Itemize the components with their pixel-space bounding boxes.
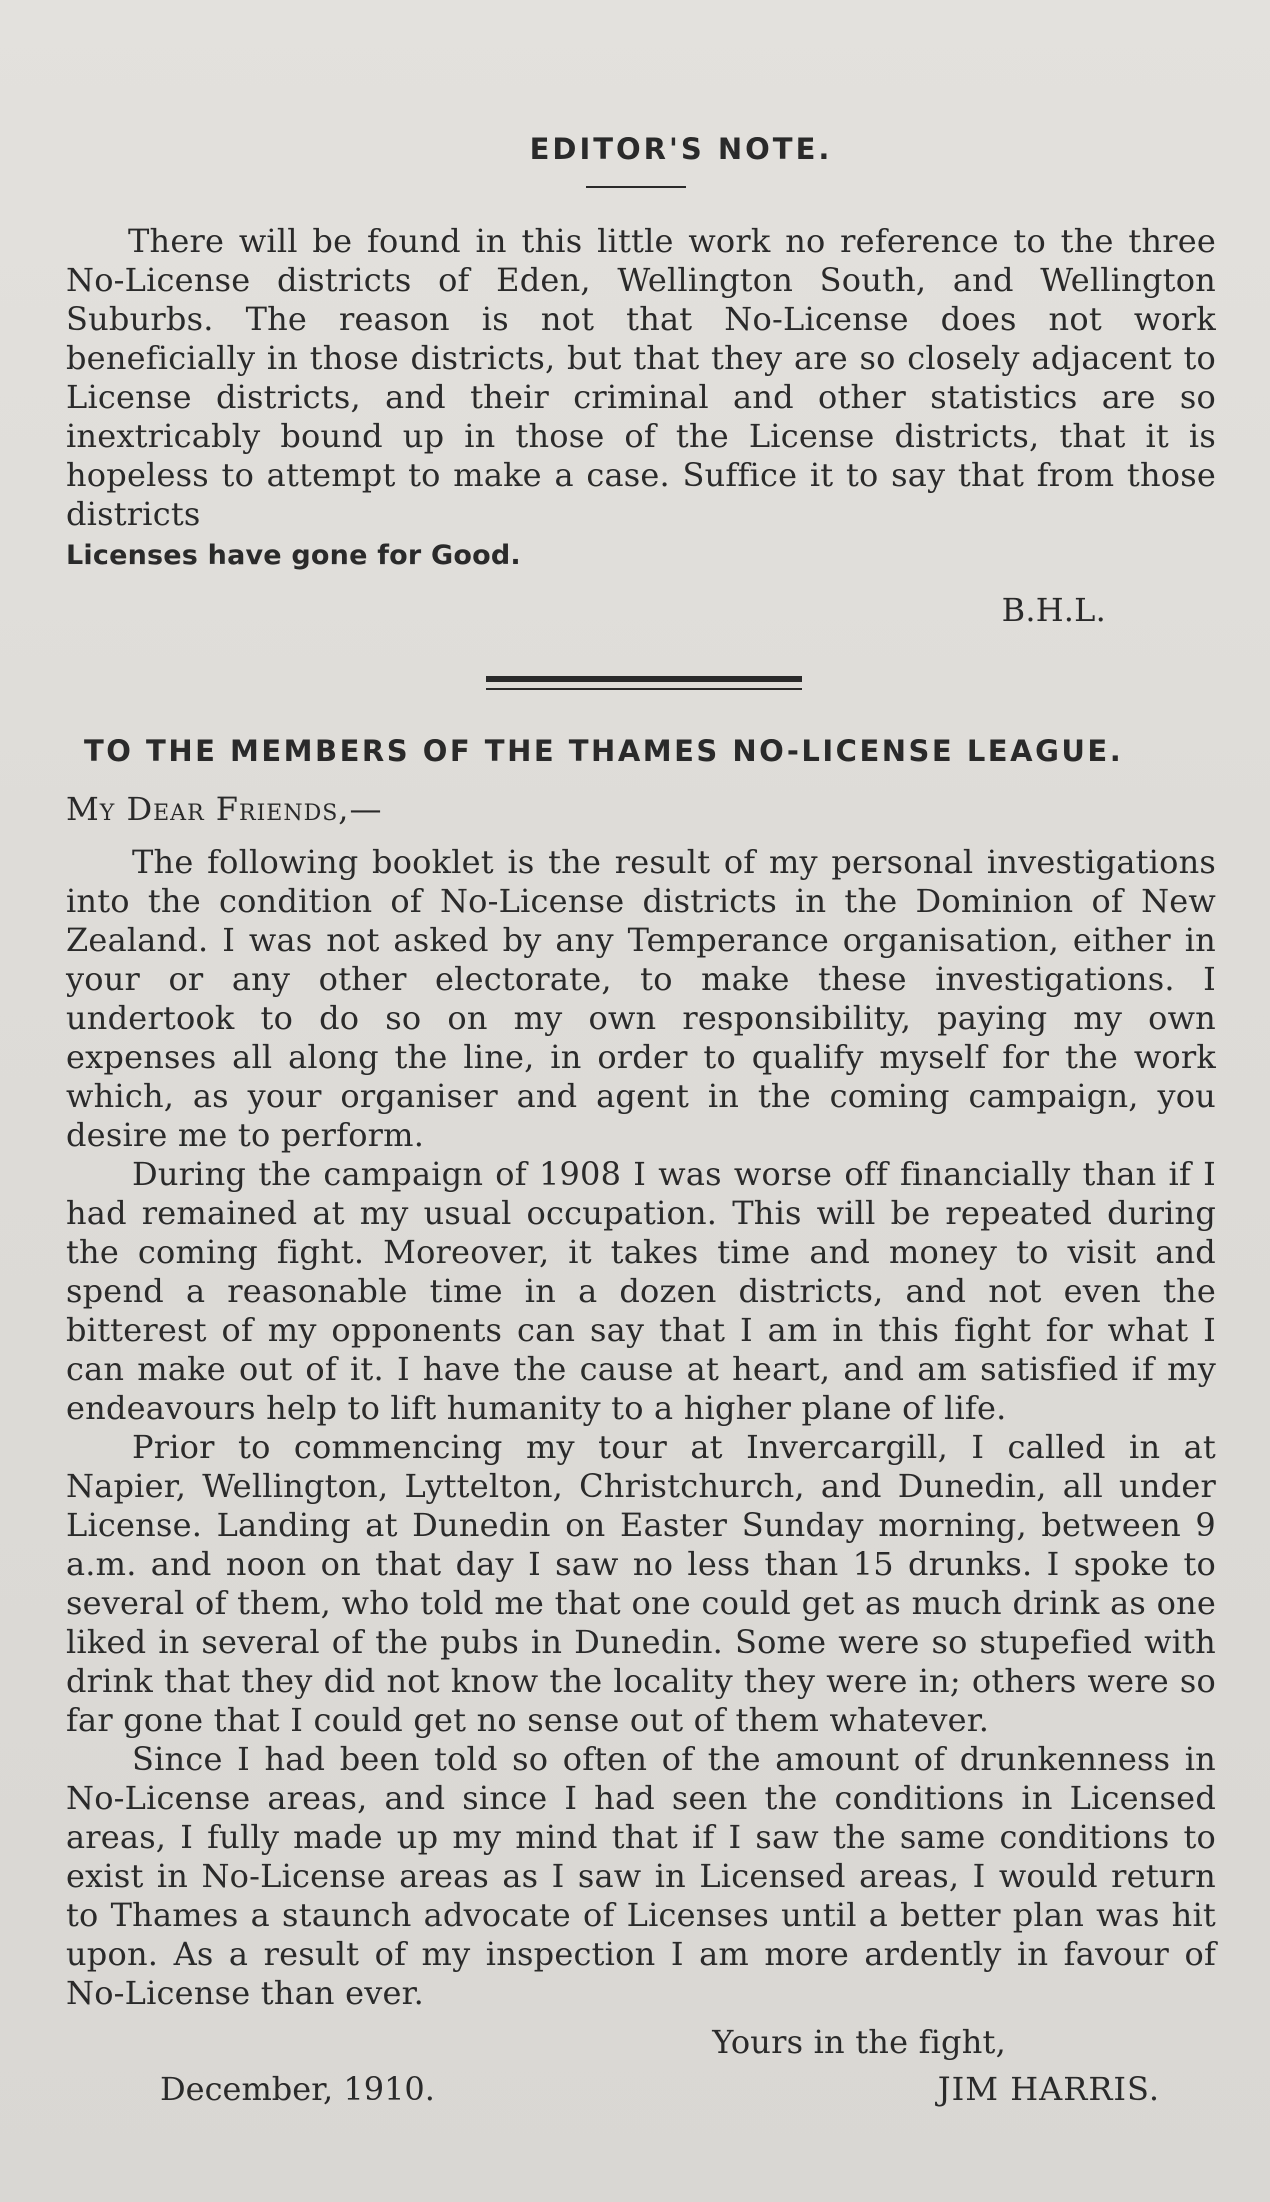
letter-salutation: My Dear Friends,— [66,790,383,828]
editor-note-text: There will be found in this little work no reference to the three No-License districts of Eden, Wellington South, and Wellington Suburbs. The reason is not that No-License does not work beneficially in those districts, but that they are so closely adjacent to License districts, and their criminal and other statistics are so inextricably bound up in those of the License districts, that it is hopeless to attempt to make a case. Suffice it to say that from those districts [66,222,1216,533]
section-divider [486,676,802,690]
letter-closing: Yours in the fight, [712,2023,1006,2061]
letter-signature: JIM HARRIS. [937,2070,1160,2108]
letter-paragraph-1: The following booklet is the result of my personal investigations into the condition of No-License districts in the Dominion of New Zealand. I was not asked by any Temperance organisation, either in your or any other electorate, to make these investigations. I undertook to do so on my own responsibility, paying my own expenses all along the line, in order to qualify myself for the work which, as your organiser and agent in the coming campaign, you desire me to perform. [66,843,1216,1154]
editor-initials: B.H.L. [1001,591,1106,629]
letter-signoff [66,2070,1216,2120]
letter-paragraph-3: Prior to commencing my tour at Invercargill, I called in at Napier, Wellington, Lyttelton, Christchurch, and Dunedin, all under License. Landing at Dunedin on Easter Sunday morning, between 9 a.m. and noon on that day I saw no less than 15 drunks. I spoke to several of them, who told me that one could get as much drink as one liked in several of the pubs in Dunedin. Some were so stupefied with drink that they did not know the locality they were in; others were so far gone that I could get no sense out of them whatever. [66,1428,1216,1739]
letter-heading: TO THE MEMBERS OF THE THAMES NO-LICENSE LEAGUE. [84,734,1124,768]
letter-date: December, 1910. [160,2070,435,2108]
page-content [66,120,1216,2120]
editor-note-title: EDITOR'S NOTE. [529,132,833,166]
editor-note-body [66,222,1216,575]
title-rule [586,186,686,188]
editor-note-bold-ending: Licenses have gone for Good. [66,540,521,571]
letter-paragraph-2: During the campaign of 1908 I was worse off financially than if I had remained at my usual occupation. This will be repeated during the coming fight. Moreover, it takes time and money to visit and spend a reasonable time in a dozen districts, and not even the bitterest of my opponents can say that I am in this fight for what I can make out of it. I have the cause at heart, and am satisfied if my endeavours help to lift humanity to a higher plane of life. [66,1155,1216,1427]
letter-paragraph-4: Since I had been told so often of the amount of drunkenness in No-License areas, and since I had seen the conditions in Licensed areas, I fully made up my mind that if I saw the same conditions to exist in No-License areas as I saw in Licensed areas, I would return to Thames a staunch advocate of Licenses until a better plan was hit upon. As a result of my inspection I am more ardently in favour of No-License than ever. [66,1740,1216,2012]
